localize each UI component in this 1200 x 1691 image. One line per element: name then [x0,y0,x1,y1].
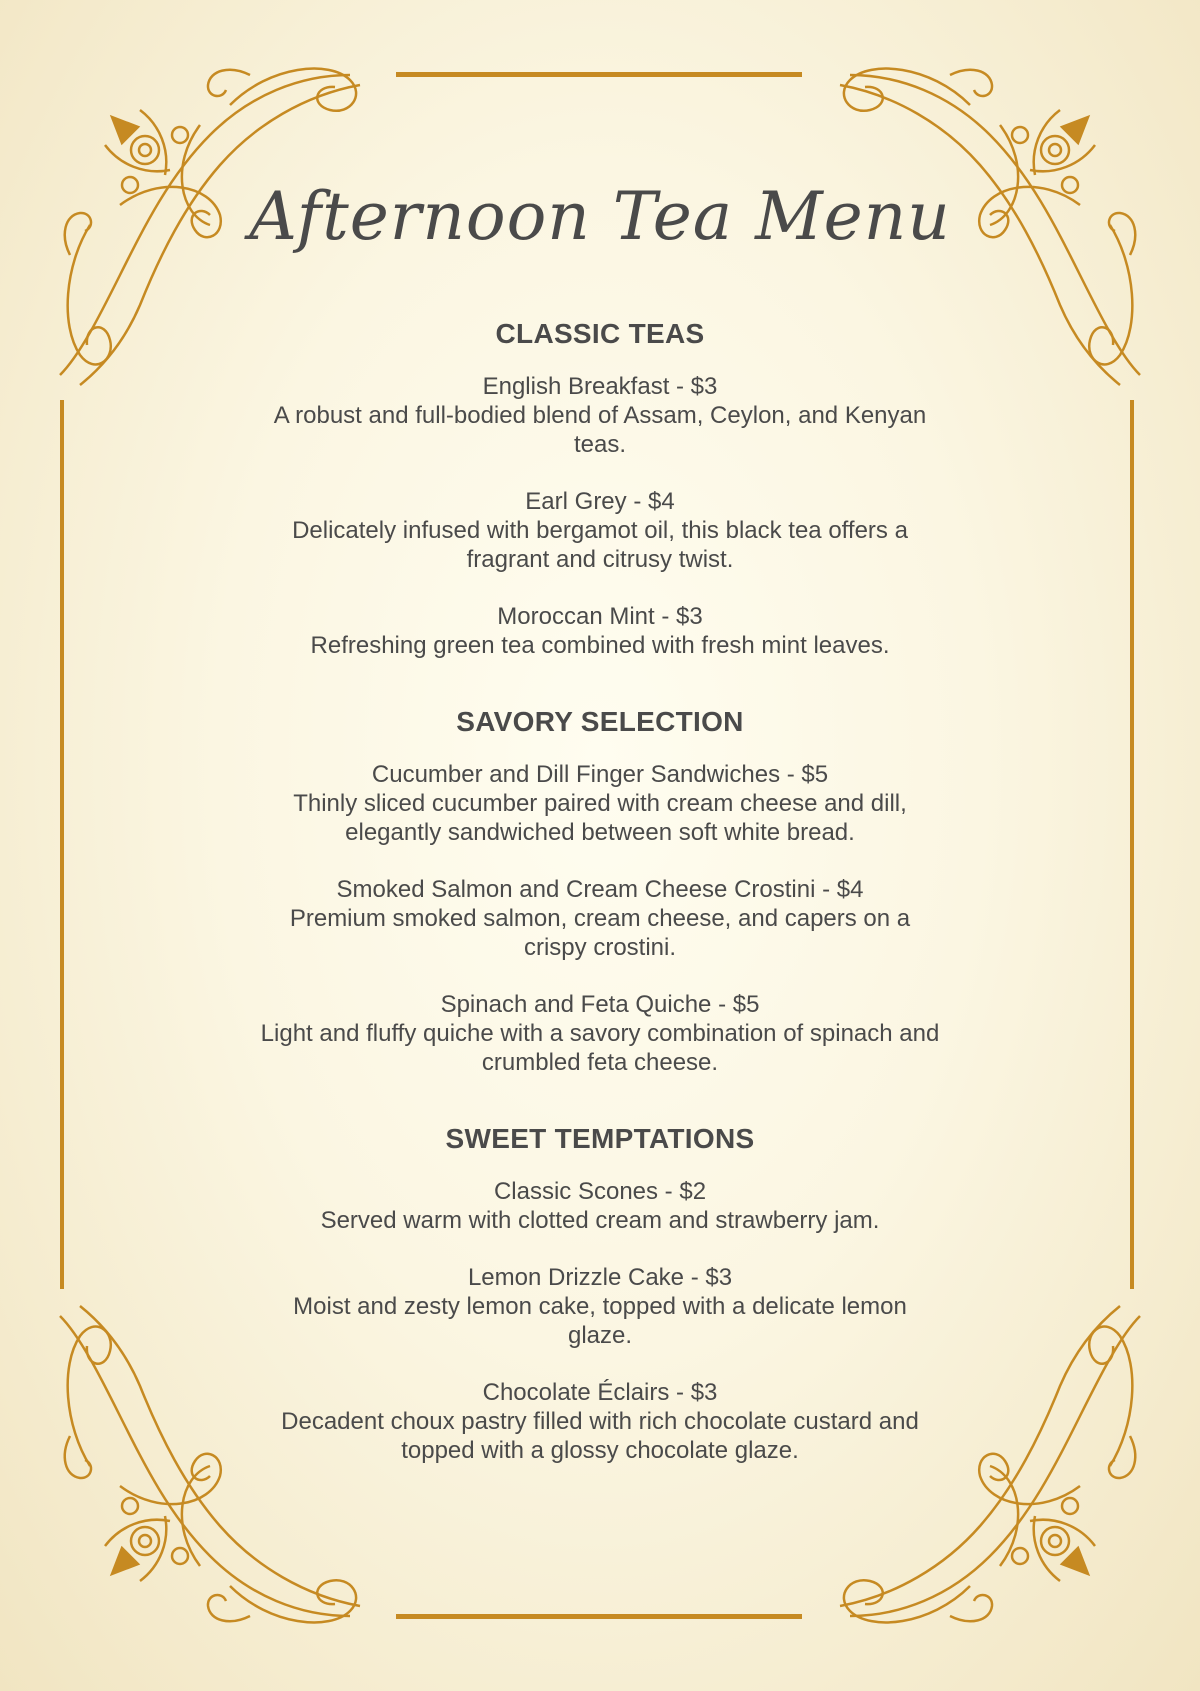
section-heading: SAVORY SELECTION [456,706,744,737]
menu-item-description: Moist and zesty lemon cake, topped with a delicate lemon glaze. [293,1293,907,1349]
frame-left-line [60,400,64,1289]
menu-item-title: Classic Scones - $2 [493,1178,707,1205]
section-savory-selection [260,706,940,1077]
menu-item [260,372,940,459]
menu-item-title: Smoked Salmon and Cream Cheese Crostini - $4 [336,876,864,903]
menu-item [260,487,940,574]
menu-item-description: Light and fluffy quiche with a savory combination of spinach and crumbled feta cheese. [260,1020,940,1076]
menu-item-description: Served warm with clotted cream and strawberry jam. [320,1207,880,1234]
frame-top-line [396,72,802,77]
menu-item [260,1263,940,1350]
menu-item-title: Moroccan Mint - $3 [497,603,703,630]
section-sweet-temptations [260,1123,940,1465]
menu-item [260,990,940,1077]
section-heading: SWEET TEMPTATIONS [445,1123,755,1154]
menu-item-description: A robust and full-bodied blend of Assam, Ceylon, and Kenyan teas. [273,402,927,458]
menu-item-description: Thinly sliced cucumber paired with cream cheese and dill, elegantly sandwiched between soft white bread. [293,790,907,846]
menu-content [260,318,940,1511]
menu-item-title: Lemon Drizzle Cake - $3 [467,1264,733,1291]
menu-item [260,1378,940,1465]
menu-item [260,1177,940,1235]
menu-item-title: English Breakfast - $3 [482,373,718,400]
menu-item-description: Premium smoked salmon, cream cheese, and capers on a crispy crostini. [289,905,911,961]
menu-item [260,875,940,962]
menu-item-title: Chocolate Éclairs - $3 [482,1379,718,1406]
page-title: Afternoon Tea Menu [249,178,951,255]
section-heading: CLASSIC TEAS [495,318,705,349]
menu-item-title: Spinach and Feta Quiche - $5 [440,991,760,1018]
menu-item-title: Cucumber and Dill Finger Sandwiches - $5 [371,761,829,788]
menu-item-description: Refreshing green tea combined with fresh mint leaves. [310,632,890,659]
menu-item [260,760,940,847]
menu-item [260,602,940,660]
frame-right-line [1130,400,1134,1289]
frame-bottom-line [396,1614,802,1619]
menu-item-description: Decadent choux pastry filled with rich chocolate custard and topped with a glossy chocolate glaze. [281,1408,919,1464]
section-classic-teas [260,318,940,660]
menu-item-title: Earl Grey - $4 [525,488,675,515]
menu-item-description: Delicately infused with bergamot oil, this black tea offers a fragrant and citrusy twist. [292,517,908,573]
